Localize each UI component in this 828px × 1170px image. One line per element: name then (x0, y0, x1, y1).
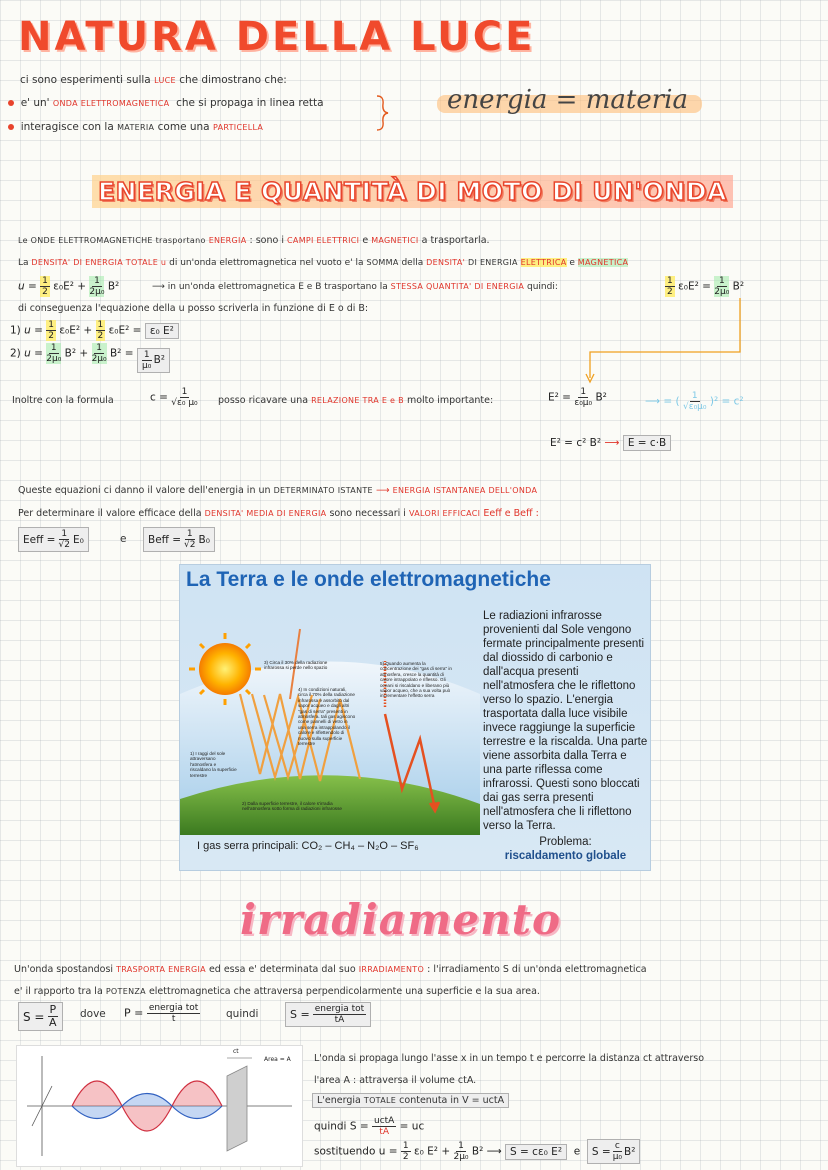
eeff-formula: Eeff = $\frac{1}{√2}$ E₀ (18, 527, 89, 552)
line-energia-totale: L'energia TOTALE contenuta in V = uctA (312, 1095, 509, 1106)
quindi-text: quindi (226, 1008, 259, 1020)
p-formula: P = $\frac{\text{energia tot}}{t}$ (124, 1003, 199, 1024)
arrow-right-icon: ⟶ (375, 485, 390, 496)
line-efficace: Per determinare il valore efficace della DENSITA' MEDIA DI ENERGIA sono necessari i VALORI EFFICACI Eeff e Beff : (18, 508, 539, 519)
arrow-right-icon: ⟶ (152, 282, 165, 292)
energia-materia-note: energia = materia (437, 87, 707, 127)
figure-problem: Problema: riscaldamento globale (504, 836, 627, 862)
e2b2-formula: E² = c² B² ⟶ E = c·B (550, 437, 671, 449)
arrow-right-icon: ⟶ (486, 1145, 502, 1158)
line-sostituendo: sostituendo u = $\frac{1}{2}$ ε₀ E² + $\frac{1}{\text{2μ₀}}$ B² ⟶ S = cε₀ E² e S = $\frac{c}{\text{μ₀}}$ B² (314, 1139, 640, 1164)
line-rapporto: e' il rapporto tra la POTENZA elettromagnetica che attraversa perpendicolarmente una superficie e la sua area. (14, 986, 540, 997)
page-title: NATURA DELLA LUCE (18, 14, 536, 60)
c-formula: c = $\frac{1}{\text{√ε₀ μ₀}}$ (150, 387, 198, 408)
wave-area-label: Area = A (264, 1056, 291, 1063)
c-squared-formula: ⟶ = ( $\frac{1}{\text{√ε₀μ₀}}$ )² = c² (645, 391, 744, 412)
line-conseguenza: di conseguenza l'equazione della u posso scriverla in funzione di E o di B: (18, 303, 369, 314)
u-total-formula: u = $\frac{1}{2}$ ε₀E² + $\frac{1}{\text{2μ₀}}$ B² (18, 276, 120, 297)
em-wave-illustration (17, 1046, 302, 1166)
and-text: e (120, 533, 127, 545)
section-title-irradiamento: irradiamento (240, 895, 562, 944)
line-quindi-s: quindi S = $\frac{\text{uctA}}{tA}$ = uc (314, 1116, 425, 1137)
bullet-dot-icon (8, 124, 14, 130)
line-propagazione: L'onda si propaga lungo l'asse x in un tempo t e percorre la distanza ct attraverso (314, 1053, 705, 1064)
curly-brace-icon (374, 94, 390, 132)
beff-formula: Beff = $\frac{1}{√2}$ B₀ (143, 527, 215, 552)
e2-formula: E² = $\frac{1}{\text{ε₀μ₀}}$ B² (548, 387, 607, 408)
bullet-2: interagisce con la MATERIA come una PARTICELLA (8, 121, 263, 133)
line-equazioni: Queste equazioni ci danno il valore dell'energia in un DETERMINATO ISTANTE ⟶ ENERGIA ISTANTANEA DELL'ONDA (18, 485, 538, 496)
line-stessa-energia: ⟶ in un'onda elettromagnetica E e B trasportano la STESSA QUANTITA' DI ENERGIA quindi: (152, 282, 558, 292)
bullet-dot-icon (8, 100, 14, 106)
energy-equality-formula: $\frac{1}{2}$ ε₀E² = $\frac{1}{\text{2μ₀}}$ B² (667, 276, 745, 297)
wave-diagram (16, 1045, 303, 1167)
figure-text: Le radiazioni infrarosse provenienti dal Sole vengono fermate principalmente presenti dal diossido di carbonio e dall'acqua presenti nell'atmosfera che le riflettono verso lo spazio. L'energia trasportata dalla luce visibile invece raggiunge la superficie terrestre e la riscalda. Una parte viene assorbita dalla Terra e una parte riflessa come infrarossi. Questi sono bloccati dai gas serra presenti nell'atmosfera che li riflettono verso la Terra. (483, 610, 648, 832)
eq1-formula: 1) u = $\frac{1}{2}$ ε₀E² + $\frac{1}{2}$ ε₀E² = ε₀ E² (10, 320, 179, 341)
bullet-1: e' un' ONDA ELETTROMAGNETICA che si propaga in linea retta (8, 97, 324, 109)
line-volume: l'area A : attraversa il volume ctA. (314, 1075, 477, 1086)
figure-gases: I gas serra principali: CO₂ – CH₄ – N₂O – SF₆ (197, 840, 419, 852)
connector-arrow-icon (580, 294, 750, 384)
arrow-right-icon: ⟶ (604, 437, 620, 449)
line-relazione: posso ricavare una RELAZIONE TRA E e B molto importante: (218, 395, 494, 406)
line-inoltre: Inoltre con la formula (12, 395, 114, 406)
line-onda-spostandosi: Un'onda spostandosi TRASPORTA ENERGIA ed essa e' determinata dal suo IRRADIAMENTO : l'irradiamento S di un'onda elettromagnetica (14, 964, 647, 975)
s-energy-formula: S = $\frac{\text{energia tot}}{tA}$ (285, 1002, 371, 1027)
intro-line: ci sono esperimenti sulla LUCE che dimostrano che: (20, 74, 287, 86)
line-onde-em: Le ONDE ELETTROMAGNETICHE trasportano ENERGIA : sono i CAMPI ELETTRICI e MAGNETICI a trasportarla. (18, 235, 490, 246)
eq2-formula: 2) u = $\frac{1}{\text{2μ₀}}$ B² + $\frac{1}{\text{2μ₀}}$ B² = $\frac{1}{\text{μ₀}}$ B² (10, 343, 170, 373)
figure-title: La Terra e le onde elettromagnetiche (186, 568, 551, 591)
wave-ct-label: ct (233, 1048, 239, 1055)
line-densita: La DENSITA' DI ENERGIA TOTALE u di un'onda elettromagnetica nel vuoto e' la SOMMA della DENSITA' DI ENERGIA ELETTRICA e MAGNETICA (18, 258, 629, 268)
s-formula: S = $\frac{P}{A}$ (18, 1002, 63, 1031)
dove-text: dove (80, 1008, 106, 1020)
greenhouse-figure: La Terra e le onde elettromagnetiche 3) Circa il 30% della radiazione infrarossa si perde nello spazio 4) In condizioni naturali, circa il 70% della radiazione infrarossa è assorbito dal vapor acqueo e dagli altri "gas di serra" presenti in atmosfera. tali gas agiscono come pannelli di vetro in una serra intrappolando il calore e riflettendolo di nuovo sulla superficie terrestre 5) Quando aumenta la concentrazione dei "gas di serra" in atmosfera, cresce la quantità di calore intrappolato e riflesso. Gli oceani si riscaldano e liberano più vapor acqueo, che a sua volta può incrementare l'effetto serra 1) I raggi del sole attraversano l'atmosfera e riscaldano la superficie terrestre 2) Dalla superficie terrestre, il calore s'irradia nell'atmosfera sotto forma di radiazioni infrarosse Le radiazioni infrarosse provenienti dal Sole vengono fermate principalmente presenti dal diossido di carbonio e dall'acqua presenti nell'atmosfera che le riflettono verso lo spazio. L'energia trasportata dalla luce visibile invece raggiunge la superficie terrestre e la riscalda. Una parte viene assorbita dalla Terra e una parte riflessa come infrarossi. Questi sono bloccati dai gas serra presenti nell'atmosfera che li riflettono verso la Terra. I gas serra principali: CO₂ – CH₄ – N₂O – SF₆ Problema: riscaldamento globale (179, 564, 651, 871)
section-title-energia: ENERGIA E QUANTITÀ DI MOTO DI UN'ONDA (92, 175, 733, 208)
